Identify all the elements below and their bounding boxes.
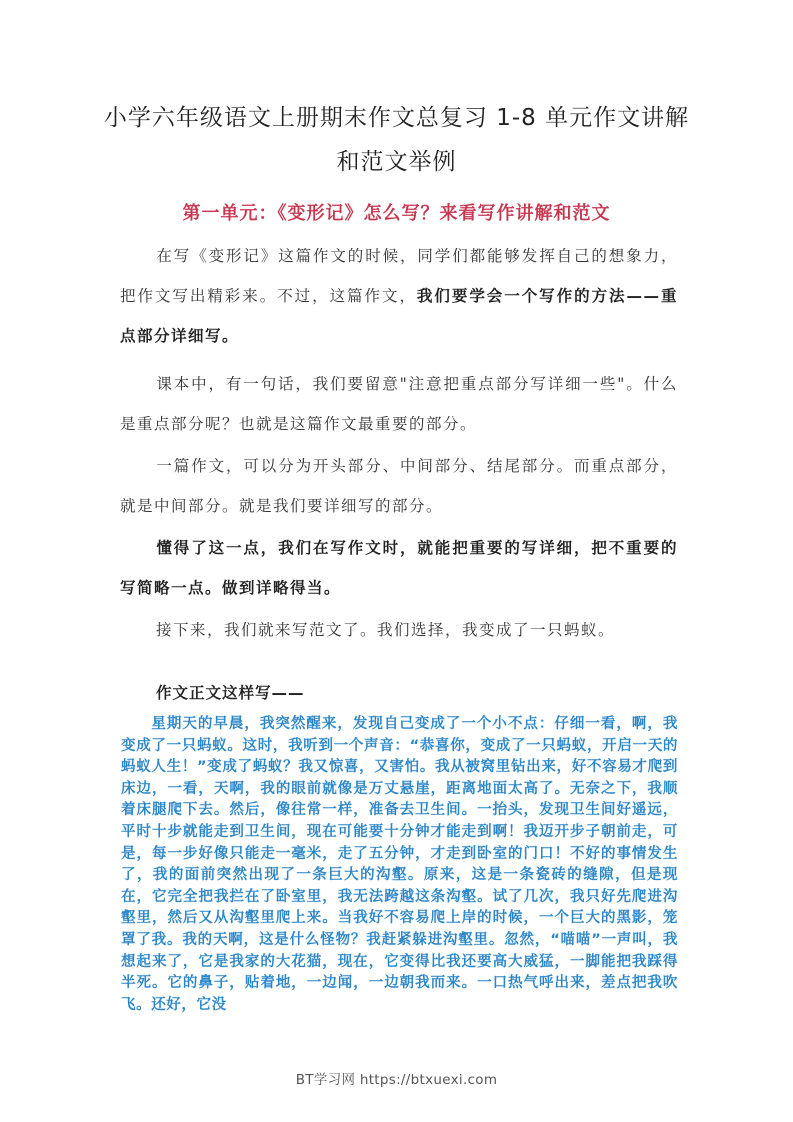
paragraph-3 <box>120 446 678 526</box>
paragraph-4-bold-text: 懂得了这一点，我们在写作文时，就能把重要的写详细，把不重要的写简略一点。做到详略得当。 <box>120 539 678 597</box>
footer-watermark: BT学习网 https://btxuexi.com <box>295 1072 498 1088</box>
paragraph-2 <box>120 364 678 444</box>
paragraph-4 <box>120 528 678 608</box>
paragraph-3-text: 一篇作文，可以分为开头部分、中间部分、结尾部分。而重点部分，就是中间部分。就是我们要详细写的部分。 <box>120 457 678 515</box>
unit-heading: 第一单元：《变形记》怎么写？来看写作讲解和范文 <box>182 203 611 224</box>
document-title-line-1: 小学六年级语文上册期末作文总复习 1-8 单元作文讲解 <box>103 105 690 131</box>
paragraph-2-text: 课本中，有一句话，我们要留意"注意把重点部分写详细一些"。什么是重点部分呢？也就是这篇作文最重要的部分。 <box>120 375 678 433</box>
sample-essay-text: 星期天的早晨，我突然醒来，发现自己变成了一个小不点：仔细一看，啊，我变成了一只蚂蚁。这时，我听到一个声音：“恭喜你，变成了一只蚂蚁，开启一天的蚂蚁人生！”变成了蚂蚁？我又惊喜，又害怕。我从被窝里钻出来，好不容易才爬到床边，一看，天啊，我的眼前就像是万丈悬崖，距离地面太高了。无奈之下，我顺着床腿爬下去。然后，像往常一样，准备去卫生间。一抬头，发现卫生间好遥远，平时十步就能走到卫生间，现在可能要十分钟才能走到啊！我迈开步子朝前走，可是，每一步好像只能走一毫米，走了五分钟，才走到卧室的门口！不好的事情发生了，我的面前突然出现了一条巨大的沟壑。原来，这是一条瓷砖的缝隙，但是现在，它完全把我拦在了卧室里，我无法跨越这条沟壑。试了几次，我只好先爬进沟壑里，然后又从沟壑里爬上来。当我好不容易爬上岸的时候，一个巨大的黑影，笼罩了我。我的天啊，这是什么怪物？我赶紧躲进沟壑里。忽然，“喵喵”一声叫，我想起来了，它是我家的大花猫，现在，它变得比我还要高大威猛，一脚能把我踩得半死。它的鼻子，贴着地，一边闻，一边朝我而来。一口热气呼出来，差点把我吹飞。还好，它没 <box>121 716 678 1013</box>
paragraph-1 <box>120 236 678 356</box>
paragraph-1-text: 在写《变形记》这篇作文的时候，同学们都能够发挥自己的想象力，把作文写出精彩来。不过，这篇作文， <box>120 247 678 305</box>
paragraph-5 <box>120 610 678 650</box>
document-title-line-2: 和范文举例 <box>336 149 457 175</box>
essay-label: 作文正文这样写—— <box>156 684 305 702</box>
paragraph-5-text: 接下来，我们就来写范文了。我们选择，我变成了一只蚂蚁。 <box>156 621 616 639</box>
sample-essay <box>121 714 678 1016</box>
paragraph-1-bold-text: 我们要学会一个写作的方法——重点部分详细写。 <box>120 287 678 345</box>
